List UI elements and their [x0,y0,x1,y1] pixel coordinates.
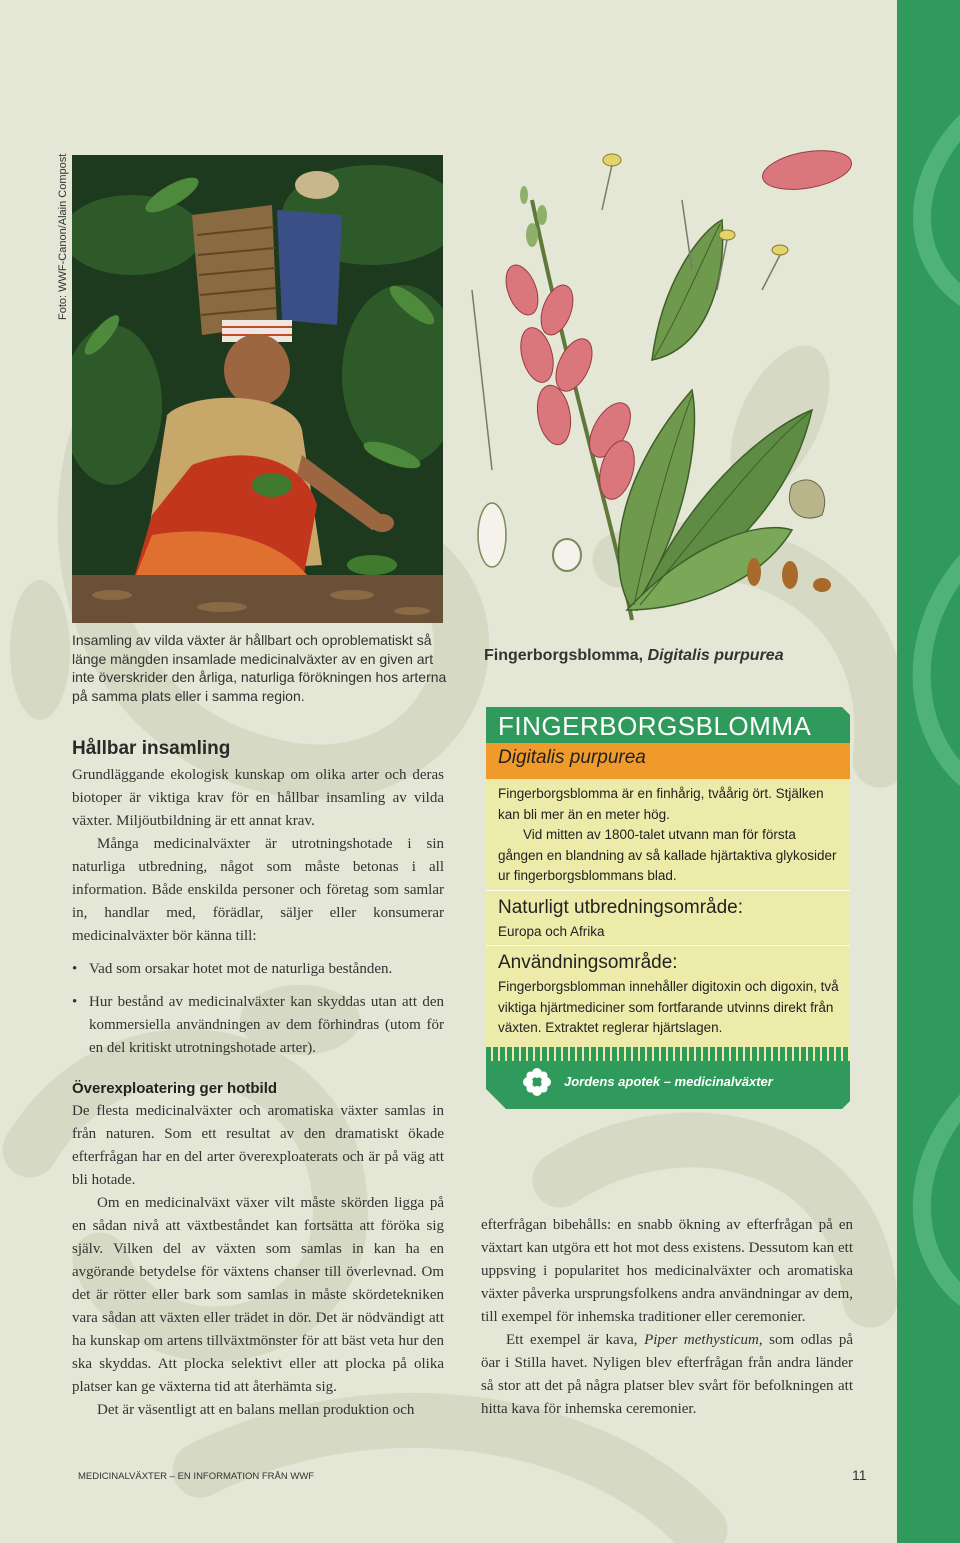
bullet-item: • Hur bestånd av medicinalväxter kan skyddas utan att den kommersiella användningen av dem förhindras (utom för en del kritiskt utrotningshotade arter). [72,994,444,1056]
section-heading-hallbar-insamling: Hållbar insamling [72,738,231,759]
card-usage [498,951,844,1039]
photo-caption: Insamling av vilda växter är hållbart och oproblematiskt så länge mängden insamlade medicinalväxter av en given art inte överskrider den årliga, naturliga förökningen hos arterna på samma plats eller i samma region. [72,632,447,704]
section1-paragraph: Grundläggande ekologisk kunskap om olika arter och deras biotoper är viktiga krav för en hållbar insamling av vilda växter. Miljöutbildning är ett annat krav. [72,767,444,829]
card-description: Fingerborgsblomma är en finhårig, tvåårig ört. Stjälken kan bli mer än en meter hög. Vid mitten av 1800-talet utvann man för första gången en blandning av så kallade hjärtaktiva glykosider ur fingerborgsblommans blad. [498,786,837,883]
card-usage-text: Fingerborgsblomman innehåller digitoxin och digoxin, två viktiga hjärtmediciner som fortfarande utvinns direkt från växten. Extraktet reglerar hjärtslagen. [498,979,839,1035]
footer-publication-title: MEDICINALVÄXTER – EN INFORMATION FRÅN WWF [78,1471,315,1482]
page-number: 11 [852,1467,867,1483]
card-distribution-heading: Naturligt utbredningsområde: [498,897,744,918]
flower-logo-icon [522,1067,552,1097]
plant-caption-name: Fingerborgsblomma, [484,647,644,664]
right-column-paragraph: efterfrågan bibehålls: en snabb ökning av efterfrågan på en växtart kan utgöra ett hot mot dess existens. Dessutom kan ett uppsving i popularitet hos medicinalväxter och aromatiska växter påverka ursprungsfolkens andra användningar av dem, till exempel för inhemska traditioner eller ceremonier. [481,1217,853,1325]
photo-woman-collecting-plants [72,155,443,623]
photo-illustration [72,155,443,623]
section-heading-overexploatering: Överexploatering ger hotbild [72,1080,278,1097]
card-stripe-border [486,1047,850,1061]
card-title: FINGERBORGSBLOMMA [498,711,812,741]
card-latin-name: Digitalis purpurea [498,747,646,768]
section1-bullet-list [72,958,444,1070]
foxglove-info-card [486,707,850,1107]
bullet-item: • Vad som orsakar hotet mot de naturliga bestånden. [72,961,393,977]
right-edge-green-band [897,0,960,1543]
card-brand-text: Jordens apotek – medicinalväxter [564,1074,773,1089]
right-column-body [481,1214,853,1421]
section2-paragraph: Om en medicinalväxt växer vilt måste skörden ligga på en sådan nivå att växtbeståndet kan fortsätta att föröka sig själv. Vilken del av växten som samlas in kan ha en avgörande betydelse för växtens chanser till överlevnad. Om det är rötter eller bark som samlas in måste skördetekniken vara sådan att växten eller trädet in dör. Det är nödvändigt att ha kunskap om artens tillväxtmönster för att bäst veta hur den ska skyddas. Att plocka selektivt eller att plocka på olika platser kan ge växterna tid att återhämta sig. [72,1195,444,1395]
card-divider [486,945,850,946]
section2-body [72,1100,444,1422]
right-column-paragraph-kava: Ett exempel är kava, Piper methysticum, som odlas på öar i Stilla havet. Nyligen blev efterfrågan från andra länder så stor att det på några platser blev svårt för befolkningen att hitta kava för inhemska ceremonier. [481,1332,854,1417]
plant-caption-latin: Digitalis purpurea [647,647,784,664]
section1-body [72,764,444,948]
card-distribution-text: Europa och Afrika [498,924,605,939]
card-usage-heading: Användningsområde: [498,952,678,973]
section2-paragraph: De flesta medicinalväxter och aromatiska växter samlas in från naturen. Som ett resultat av den dramatiskt ökade efterfrågan har en del arter överexploaterats och är på väg att bli hotade. [72,1103,444,1188]
foxglove-botanical-illustration [462,140,852,630]
section1-paragraph: Många medicinalväxter är utrotningshotade i sin naturliga utbredning, något som måste betonas i all information. Både enskilda personer och företag som samlar in, handlar med, förädlar, säljer eller konsumerar medicinalväxter bör känna till: [72,836,444,944]
foxglove-drawing [462,140,852,630]
green-band-swirl [897,0,960,1543]
plant-caption [484,647,784,665]
card-distribution [498,896,844,943]
photo-credit: Foto: WWF-Canon/Alain Compost [57,153,69,320]
section2-paragraph: Det är väsentligt att en balans mellan produktion och [97,1402,415,1418]
card-divider [486,890,850,891]
